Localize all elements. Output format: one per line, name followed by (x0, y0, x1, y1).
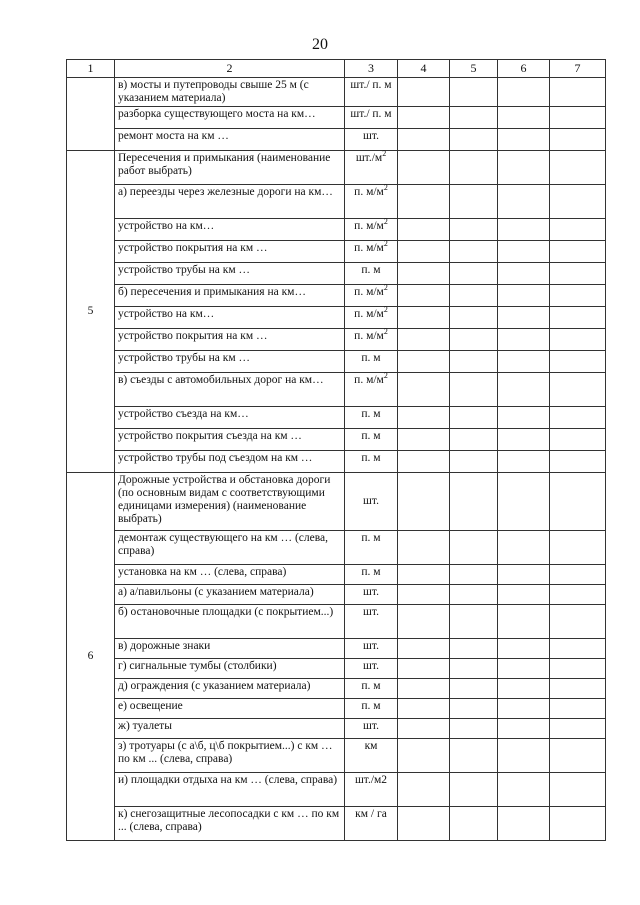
empty-cell (450, 605, 498, 639)
empty-cell (398, 585, 450, 605)
empty-cell (398, 565, 450, 585)
unit-text: п. м/м (354, 242, 384, 254)
work-description: демонтаж существующего на км … (слева, справа) (115, 531, 345, 565)
unit-cell (345, 407, 398, 429)
empty-cell (450, 585, 498, 605)
empty-cell (450, 219, 498, 241)
unit-text: п. м/м (354, 330, 384, 342)
unit-exponent: 2 (383, 283, 388, 293)
empty-cell (498, 565, 550, 585)
empty-cell (450, 639, 498, 659)
work-description: а) а/павильоны (с указанием материала) (115, 585, 345, 605)
work-description: устройство покрытия на км … (115, 329, 345, 351)
empty-cell (450, 451, 498, 473)
table-row (67, 241, 606, 263)
column-header: 2 (115, 60, 345, 78)
table-row (67, 451, 606, 473)
work-description: ж) туалеты (115, 719, 345, 739)
unit-text: км (364, 740, 378, 752)
empty-cell (498, 129, 550, 151)
table-row (67, 263, 606, 285)
empty-cell (550, 719, 606, 739)
empty-cell (450, 307, 498, 329)
work-description: а) переезды через железные дороги на км… (115, 185, 345, 219)
empty-cell (398, 473, 450, 531)
unit-text: п. м (361, 566, 381, 578)
work-description: устройство на км… (115, 219, 345, 241)
unit-cell (345, 107, 398, 129)
empty-cell (398, 263, 450, 285)
empty-cell (550, 407, 606, 429)
empty-cell (398, 107, 450, 129)
column-header: 1 (67, 60, 115, 78)
empty-cell (550, 307, 606, 329)
unit-text: п. м/м (354, 374, 384, 386)
table-row (67, 605, 606, 639)
table-row (67, 151, 606, 185)
empty-cell (550, 107, 606, 129)
empty-cell (398, 351, 450, 373)
unit-cell (345, 605, 398, 639)
empty-cell (498, 451, 550, 473)
unit-text: шт. (363, 640, 379, 652)
work-description: устройство на км… (115, 307, 345, 329)
empty-cell (550, 659, 606, 679)
empty-cell (450, 807, 498, 841)
work-description: разборка существующего моста на км… (115, 107, 345, 129)
table-row (67, 78, 606, 107)
empty-cell (498, 285, 550, 307)
unit-text: п. м (361, 408, 381, 420)
empty-cell (498, 151, 550, 185)
unit-text: п. м (361, 532, 381, 544)
work-description: з) тротуары (с а\б, ц\б покрытием...) с км … по км ... (слева, справа) (115, 739, 345, 773)
table-row (67, 565, 606, 585)
empty-cell (450, 185, 498, 219)
unit-cell (345, 639, 398, 659)
empty-cell (498, 659, 550, 679)
unit-cell (345, 307, 398, 329)
empty-cell (550, 373, 606, 407)
unit-cell (345, 659, 398, 679)
unit-exponent: 2 (383, 371, 388, 381)
unit-text: шт./м2 (354, 774, 388, 786)
empty-cell (550, 219, 606, 241)
work-description: г) сигнальные тумбы (столбики) (115, 659, 345, 679)
empty-cell (450, 129, 498, 151)
empty-cell (450, 351, 498, 373)
unit-cell (345, 351, 398, 373)
empty-cell (550, 429, 606, 451)
empty-cell (450, 285, 498, 307)
empty-cell (398, 639, 450, 659)
empty-cell (550, 739, 606, 773)
work-description: б) остановочные площадки (с покрытием...) (115, 605, 345, 639)
work-description: ремонт моста на км … (115, 129, 345, 151)
empty-cell (550, 451, 606, 473)
empty-cell (550, 679, 606, 699)
empty-cell (550, 241, 606, 263)
unit-text: шт. (363, 495, 379, 507)
empty-cell (398, 739, 450, 773)
empty-cell (450, 679, 498, 699)
empty-cell (550, 151, 606, 185)
empty-cell (450, 773, 498, 807)
empty-cell (550, 565, 606, 585)
empty-cell (398, 285, 450, 307)
empty-cell (550, 807, 606, 841)
unit-text: шт. (363, 586, 379, 598)
empty-cell (398, 78, 450, 107)
work-description: д) ограждения (с указанием материала) (115, 679, 345, 699)
empty-cell (498, 699, 550, 719)
unit-cell (345, 285, 398, 307)
table-row (67, 185, 606, 219)
empty-cell (498, 605, 550, 639)
table-row (67, 285, 606, 307)
work-description: б) пересечения и примыкания на км… (115, 285, 345, 307)
unit-cell (345, 473, 398, 531)
empty-cell (398, 699, 450, 719)
works-table (66, 59, 606, 841)
unit-text: км / га (355, 808, 387, 820)
work-description: устройство трубы под съездом на км … (115, 451, 345, 473)
empty-cell (498, 639, 550, 659)
work-description: в) мосты и путепроводы свыше 25 м (с указанием материала) (115, 78, 345, 107)
work-description: устройство покрытия съезда на км … (115, 429, 345, 451)
unit-cell (345, 699, 398, 719)
empty-cell (550, 773, 606, 807)
unit-text: п. м/м (354, 186, 384, 198)
table-row (67, 585, 606, 605)
empty-cell (450, 699, 498, 719)
work-description: в) съезды с автомобильных дорог на км… (115, 373, 345, 407)
column-header: 4 (398, 60, 450, 78)
empty-cell (498, 531, 550, 565)
table-row (67, 739, 606, 773)
table-row (67, 719, 606, 739)
table-row (67, 639, 606, 659)
column-header: 7 (550, 60, 606, 78)
empty-cell (398, 241, 450, 263)
empty-cell (398, 605, 450, 639)
unit-text: п. м (361, 352, 381, 364)
unit-cell (345, 78, 398, 107)
empty-cell (398, 329, 450, 351)
empty-cell (498, 773, 550, 807)
section-number: 6 (67, 473, 115, 841)
table-row (67, 773, 606, 807)
unit-text: п. м (361, 680, 381, 692)
empty-cell (498, 185, 550, 219)
unit-text: шт./м (355, 152, 383, 164)
work-description: устройство съезда на км… (115, 407, 345, 429)
work-description: в) дорожные знаки (115, 639, 345, 659)
empty-cell (498, 107, 550, 129)
unit-cell (345, 151, 398, 185)
empty-cell (550, 585, 606, 605)
empty-cell (398, 219, 450, 241)
unit-exponent: 2 (383, 305, 388, 315)
empty-cell (398, 407, 450, 429)
empty-cell (450, 719, 498, 739)
unit-cell (345, 451, 398, 473)
empty-cell (450, 739, 498, 773)
unit-exponent: 2 (383, 217, 388, 227)
empty-cell (498, 739, 550, 773)
empty-cell (550, 78, 606, 107)
header-row (67, 60, 606, 78)
empty-cell (498, 807, 550, 841)
table-row (67, 373, 606, 407)
empty-cell (498, 263, 550, 285)
empty-cell (550, 285, 606, 307)
empty-cell (498, 585, 550, 605)
empty-cell (550, 185, 606, 219)
empty-cell (398, 185, 450, 219)
unit-text: шт./ п. м (350, 108, 392, 120)
table-row (67, 329, 606, 351)
unit-cell (345, 565, 398, 585)
empty-cell (498, 373, 550, 407)
empty-cell (450, 263, 498, 285)
unit-exponent: 2 (383, 327, 388, 337)
empty-cell (498, 329, 550, 351)
work-description: и) площадки отдыха на км … (слева, справа) (115, 773, 345, 807)
empty-cell (450, 407, 498, 429)
section-number: 5 (67, 151, 115, 473)
unit-cell (345, 719, 398, 739)
empty-cell (398, 307, 450, 329)
unit-cell (345, 263, 398, 285)
table-row (67, 807, 606, 841)
empty-cell (498, 719, 550, 739)
unit-text: шт. (363, 660, 379, 672)
empty-cell (450, 531, 498, 565)
table-row (67, 429, 606, 451)
empty-cell (398, 773, 450, 807)
empty-cell (498, 307, 550, 329)
unit-text: п. м/м (354, 220, 384, 232)
work-description: Дорожные устройства и обстановка дороги (по основным видам с соответствующими единицами измерения) (наименование выбрать) (115, 473, 345, 531)
table-row (67, 659, 606, 679)
empty-cell (550, 129, 606, 151)
empty-cell (498, 679, 550, 699)
table-row (67, 219, 606, 241)
empty-cell (498, 241, 550, 263)
empty-cell (398, 679, 450, 699)
empty-cell (550, 473, 606, 531)
empty-cell (450, 151, 498, 185)
empty-cell (450, 473, 498, 531)
empty-cell (450, 565, 498, 585)
empty-cell (550, 351, 606, 373)
unit-text: п. м (361, 700, 381, 712)
column-header: 3 (345, 60, 398, 78)
empty-cell (450, 659, 498, 679)
empty-cell (550, 605, 606, 639)
empty-cell (550, 263, 606, 285)
column-header: 5 (450, 60, 498, 78)
empty-cell (550, 531, 606, 565)
empty-cell (398, 373, 450, 407)
empty-cell (450, 429, 498, 451)
unit-text: шт./ п. м (350, 79, 392, 91)
empty-cell (398, 659, 450, 679)
unit-cell (345, 429, 398, 451)
empty-cell (450, 329, 498, 351)
empty-cell (498, 429, 550, 451)
table-row (67, 407, 606, 429)
unit-exponent: 2 (383, 183, 388, 193)
table-row (67, 351, 606, 373)
empty-cell (398, 719, 450, 739)
unit-cell (345, 219, 398, 241)
empty-cell (398, 151, 450, 185)
table-row (67, 107, 606, 129)
table-row (67, 679, 606, 699)
unit-text: п. м/м (354, 308, 384, 320)
unit-cell (345, 585, 398, 605)
table-row (67, 307, 606, 329)
work-description: устройство трубы на км … (115, 351, 345, 373)
empty-cell (398, 451, 450, 473)
table-row (67, 129, 606, 151)
section-number (67, 78, 115, 151)
empty-cell (498, 473, 550, 531)
empty-cell (398, 129, 450, 151)
unit-cell (345, 373, 398, 407)
unit-exponent: 2 (383, 239, 388, 249)
unit-text: п. м (361, 452, 381, 464)
unit-cell (345, 531, 398, 565)
empty-cell (450, 78, 498, 107)
column-header: 6 (498, 60, 550, 78)
empty-cell (398, 807, 450, 841)
empty-cell (550, 329, 606, 351)
work-description: к) снегозащитные лесопосадки с км … по км ... (слева, справа) (115, 807, 345, 841)
unit-text: п. м (361, 430, 381, 442)
unit-cell (345, 129, 398, 151)
work-description: е) освещение (115, 699, 345, 719)
unit-cell (345, 329, 398, 351)
empty-cell (498, 78, 550, 107)
work-description: устройство покрытия на км … (115, 241, 345, 263)
empty-cell (450, 241, 498, 263)
empty-cell (498, 219, 550, 241)
empty-cell (550, 639, 606, 659)
table-row (67, 699, 606, 719)
unit-cell (345, 773, 398, 807)
work-description: установка на км … (слева, справа) (115, 565, 345, 585)
work-description: Пересечения и примыкания (наименование работ выбрать) (115, 151, 345, 185)
empty-cell (450, 373, 498, 407)
unit-cell (345, 739, 398, 773)
unit-text: п. м/м (354, 286, 384, 298)
empty-cell (450, 107, 498, 129)
page-number: 20 (312, 36, 328, 53)
unit-text: шт. (363, 720, 379, 732)
unit-cell (345, 807, 398, 841)
unit-cell (345, 185, 398, 219)
empty-cell (498, 407, 550, 429)
work-description: устройство трубы на км … (115, 263, 345, 285)
empty-cell (398, 531, 450, 565)
unit-text: шт. (363, 606, 379, 618)
unit-cell (345, 679, 398, 699)
unit-text: п. м (361, 264, 381, 276)
empty-cell (498, 351, 550, 373)
unit-cell (345, 241, 398, 263)
unit-text: шт. (363, 130, 379, 142)
unit-exponent: 2 (382, 149, 387, 159)
table-row (67, 531, 606, 565)
empty-cell (398, 429, 450, 451)
table-row (67, 473, 606, 531)
empty-cell (550, 699, 606, 719)
